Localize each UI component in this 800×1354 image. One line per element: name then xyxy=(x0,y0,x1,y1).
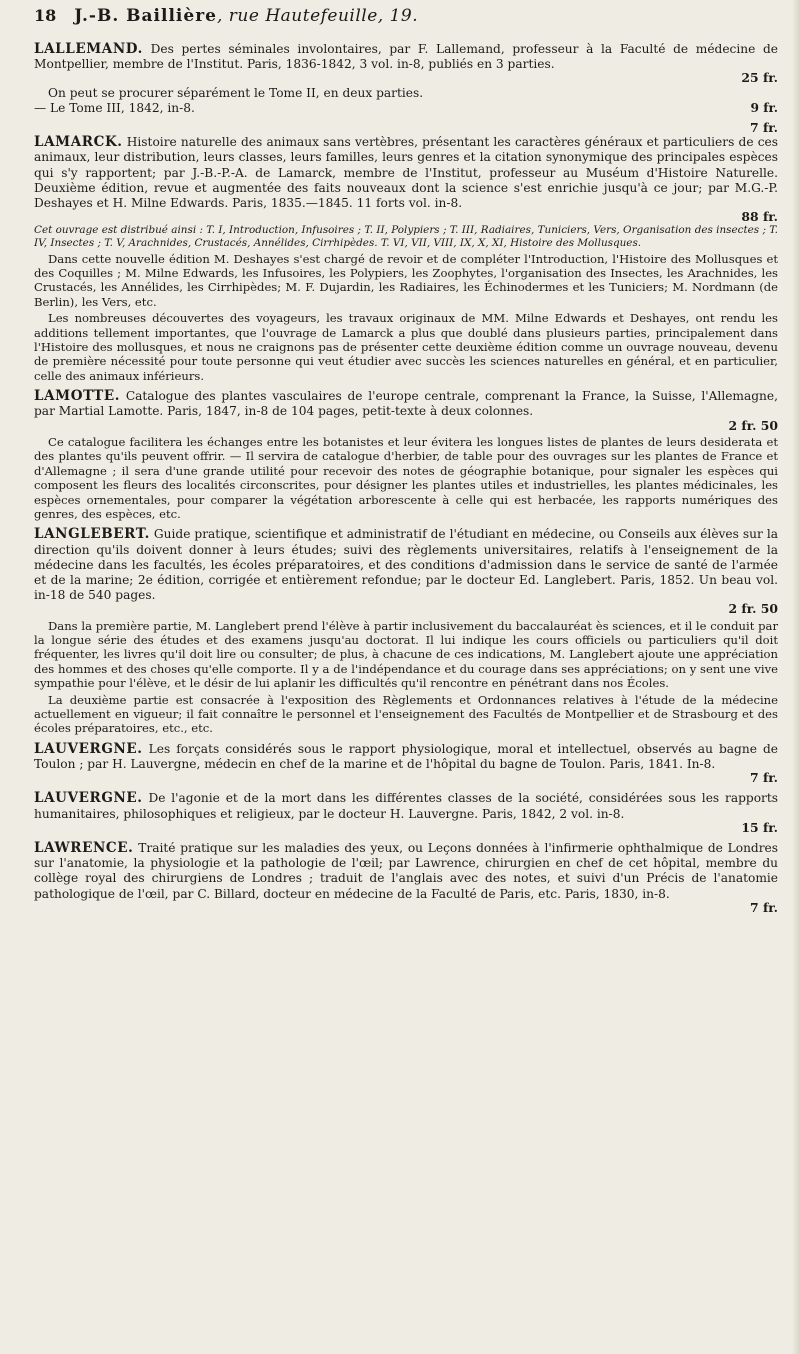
page-number: 18 xyxy=(34,6,57,25)
entry-price: 7 fr. xyxy=(750,899,778,915)
entry-description: Ce catalogue facilitera les échanges entre les botanistes et leur évitera les longues listes de plantes de leurs desiderata et des plantes qu'ils peuvent offrir. — Il servira de catalogue d'herbier, de table pour des ouvrages sur les plantes de France et d'Allemagne ; il sera d'une grande utilité pour recevoir des notes de géographie botanique, pour signaler les espèces qui composent les fleurs des localités circonscrites, pour désigner les plantes utiles et industrielles, les plantes médicinales, les espèces ornementales, pour comparer la végétation arborescente à celle qui est herbacée, les rapports numériques des genres, des espèces, etc. xyxy=(34,434,778,521)
entry-price: 7 fr. xyxy=(750,770,778,786)
entry-text: De l'agonie et de la mort dans les différentes classes de la société, considérées sous les rapports humanitaires, philosophiques et religieux, par le docteur H. Lauvergne. Paris, 1842, 2 vol. in-8. xyxy=(34,791,779,821)
entry-description-2: Les nombreuses découvertes des voyageurs, les travaux originaux de MM. Milne Edwards et Deshayes, ont rendu les additions tellement importantes, que l'ouvrage de Lamarck a plus que doublé dans plusieurs parties, principalement dans l'Histoire des mollusques, et nous ne craignons pas de présenter cette deuxième édition comme un ouvrage nouveau, devenu de première nécessité pour toute personne qui veut étudier avec succès les sciences naturelles en général, et en particulier, celle des animaux inférieurs. xyxy=(34,311,778,383)
entry-price: 2 fr. 50 xyxy=(728,417,778,433)
page-edge-shadow xyxy=(792,0,800,1354)
entry-text: Les forçats considérés sous le rapport physiologique, moral et intellectuel, observés au bagne de Toulon ; par H. Lauvergne, médecin en chef de la marine et de l'hôpital du bagne de Toulon. Paris, 1841. In-8. xyxy=(34,741,779,771)
entry-langlebert xyxy=(34,527,778,735)
entry-text: Histoire naturelle des animaux sans vertèbres, présentant les caractères généraux et particuliers de ces animaux, leur distribution, leurs classes, leurs familles, leurs genres et la citation synonymique des principales espèces qui s'y rapportent; par J.-B.-P.-A. de Lamarck, membre de l'Institut, professeur au Muséum d'Histoire Naturelle. Deuxième édition, revue et augmentée des faits nouveaux dont la science s'est enrichie jusqu'à ce jour; par M.G.-P. Deshayes et H. Milne Edwards. Paris, 1835.—1845. 11 forts vol. in-8. xyxy=(34,135,778,211)
entry-lauvergne-forcats xyxy=(34,742,778,786)
running-title xyxy=(74,6,418,26)
entry-lallemand xyxy=(34,42,778,116)
publisher-address: , rue Hautefeuille, 19. xyxy=(216,6,419,26)
entry-author: LAMARCK. xyxy=(34,134,123,151)
publisher-name: J.-B. Baillière xyxy=(74,6,217,26)
entry-author: LAMOTTE. xyxy=(34,388,121,405)
entry-price: 15 fr. xyxy=(741,819,778,835)
entry-price-2: 9 fr. xyxy=(750,100,778,115)
entry-author: LALLEMAND. xyxy=(34,41,143,57)
entry-note-line xyxy=(34,101,778,116)
entry-price: 2 fr. 50 xyxy=(728,601,778,617)
entry-contents: Cet ouvrage est distribué ainsi : T. I, Introduction, Infusoires ; T. II, Polypiers ; T. III, Radiaires, Tuniciers, Vers, Organisation des insectes ; T. IV, Insectes ; T. V, Arachnides, Crustacés, Annélides, Cirrhipèdes. T. VI, VII, VIII, IX, X, XI, Histoire des Mollusques. xyxy=(34,224,778,250)
entry-lamotte xyxy=(34,389,778,521)
entry-price: 88 fr. xyxy=(741,209,778,225)
entry-price: 25 fr. xyxy=(741,70,778,86)
entry-text: Catalogue des plantes vasculaires de l'europe centrale, comprenant la France, la Suisse, l'Allemagne, par Martial Lamotte. Paris, 1847, in-8 de 104 pages, petit-texte à deux colonnes. xyxy=(34,389,778,419)
entry-text: Traité pratique sur les maladies des yeux, ou Leçons données à l'infirmerie ophthalmique de Londres sur l'anatomie, la physiologie et la pathologie de l'œil; par Lawrence, chirurgien en chef de cet hôpital, membre du collège royal des chirurgiens de Londres ; traduit de l'anglais avec des notes, et suivi d'un Précis de l'anatomie pathologique de l'œil, par C. Billard, docteur en médecine de la Faculté de Paris, etc. Paris, 1830, in-8. xyxy=(34,841,779,901)
entry-lauvergne-agonie xyxy=(34,791,778,835)
entry-price-top: 7 fr. xyxy=(750,120,778,136)
catalogue-entries xyxy=(34,42,778,915)
entry-note-2: — Le Tome III, 1842, in-8. xyxy=(34,100,195,115)
entry-description: Dans la première partie, M. Langlebert prend l'élève à partir inclusivement du baccalauréat ès sciences, et il le conduit par la longue série des études et des examens jusqu'au doctorat. Il lui indique les cours officiels ou particuliers qu'il doit fréquenter, les livres qu'il doit lire ou consulter; de plus, à chacune de ces indications, M. Langlebert ajoute une appréciation des hommes et des choses qu'elle comporte. Il y a de l'indépendance et du courage dans ses appréciations; on y sent une vive sympathie pour l'élève, et le désir de lui aplanir les difficultés qu'il rencontre en pénétrant dans nos Écoles. xyxy=(34,618,778,691)
entry-author: LAWRENCE. xyxy=(34,840,134,857)
entry-lamarck xyxy=(34,120,778,383)
entry-description-2: La deuxième partie est consacrée à l'exposition des Règlements et Ordonnances relatives à l'étude de la médecine actuellement en vigueur; il fait connaître le personnel et l'enseignement des Facultés de Montpellier et de Strasbourg et des écoles préparatoires, etc., etc. xyxy=(34,692,778,736)
entry-author: LAUVERGNE. xyxy=(34,740,143,757)
entry-lawrence xyxy=(34,841,778,915)
entry-description: Dans cette nouvelle édition M. Deshayes s'est chargé de revoir et de compléter l'Introduction, l'Histoire des Mollusques et des Coquilles ; M. Milne Edwards, les Infusoires, les Polypiers, les Zoophytes, l'organisation des Insectes, les Arachnides, les Crustacés, les Annélides, les Cirrhipèdes; M. F. Dujardin, les Radiaires, les Échinodermes et les Tuniciers; M. Nordmann (de Berlin), les Vers, etc. xyxy=(34,251,778,309)
page-header xyxy=(34,6,778,40)
entry-text: Guide pratique, scientifique et administratif de l'étudiant en médecine, ou Conseils aux élèves sur la direction qu'ils doivent donner à leurs études; suivi des règlements universitaires, relatifs à l'enseignement de la médecine dans les facultés, les écoles préparatoires, et des conditions d'admission dans le service de santé de l'armée et de la marine; 2e édition, corrigée et entièrement refondue; par le docteur Ed. Langlebert. Paris, 1852. Un beau vol. in-18 de 540 pages. xyxy=(34,527,778,603)
entry-note: On peut se procurer séparément le Tome II, en deux parties. xyxy=(48,85,424,100)
entry-author: LAUVERGNE. xyxy=(34,790,143,807)
entry-text: Des pertes séminales involontaires, par F. Lallemand, professeur à la Faculté de médecine de Montpellier, membre de l'Institut. Paris, 1836-1842, 3 vol. in-8, publiés en 3 parties. xyxy=(34,42,778,72)
entry-author: LANGLEBERT. xyxy=(34,526,150,543)
